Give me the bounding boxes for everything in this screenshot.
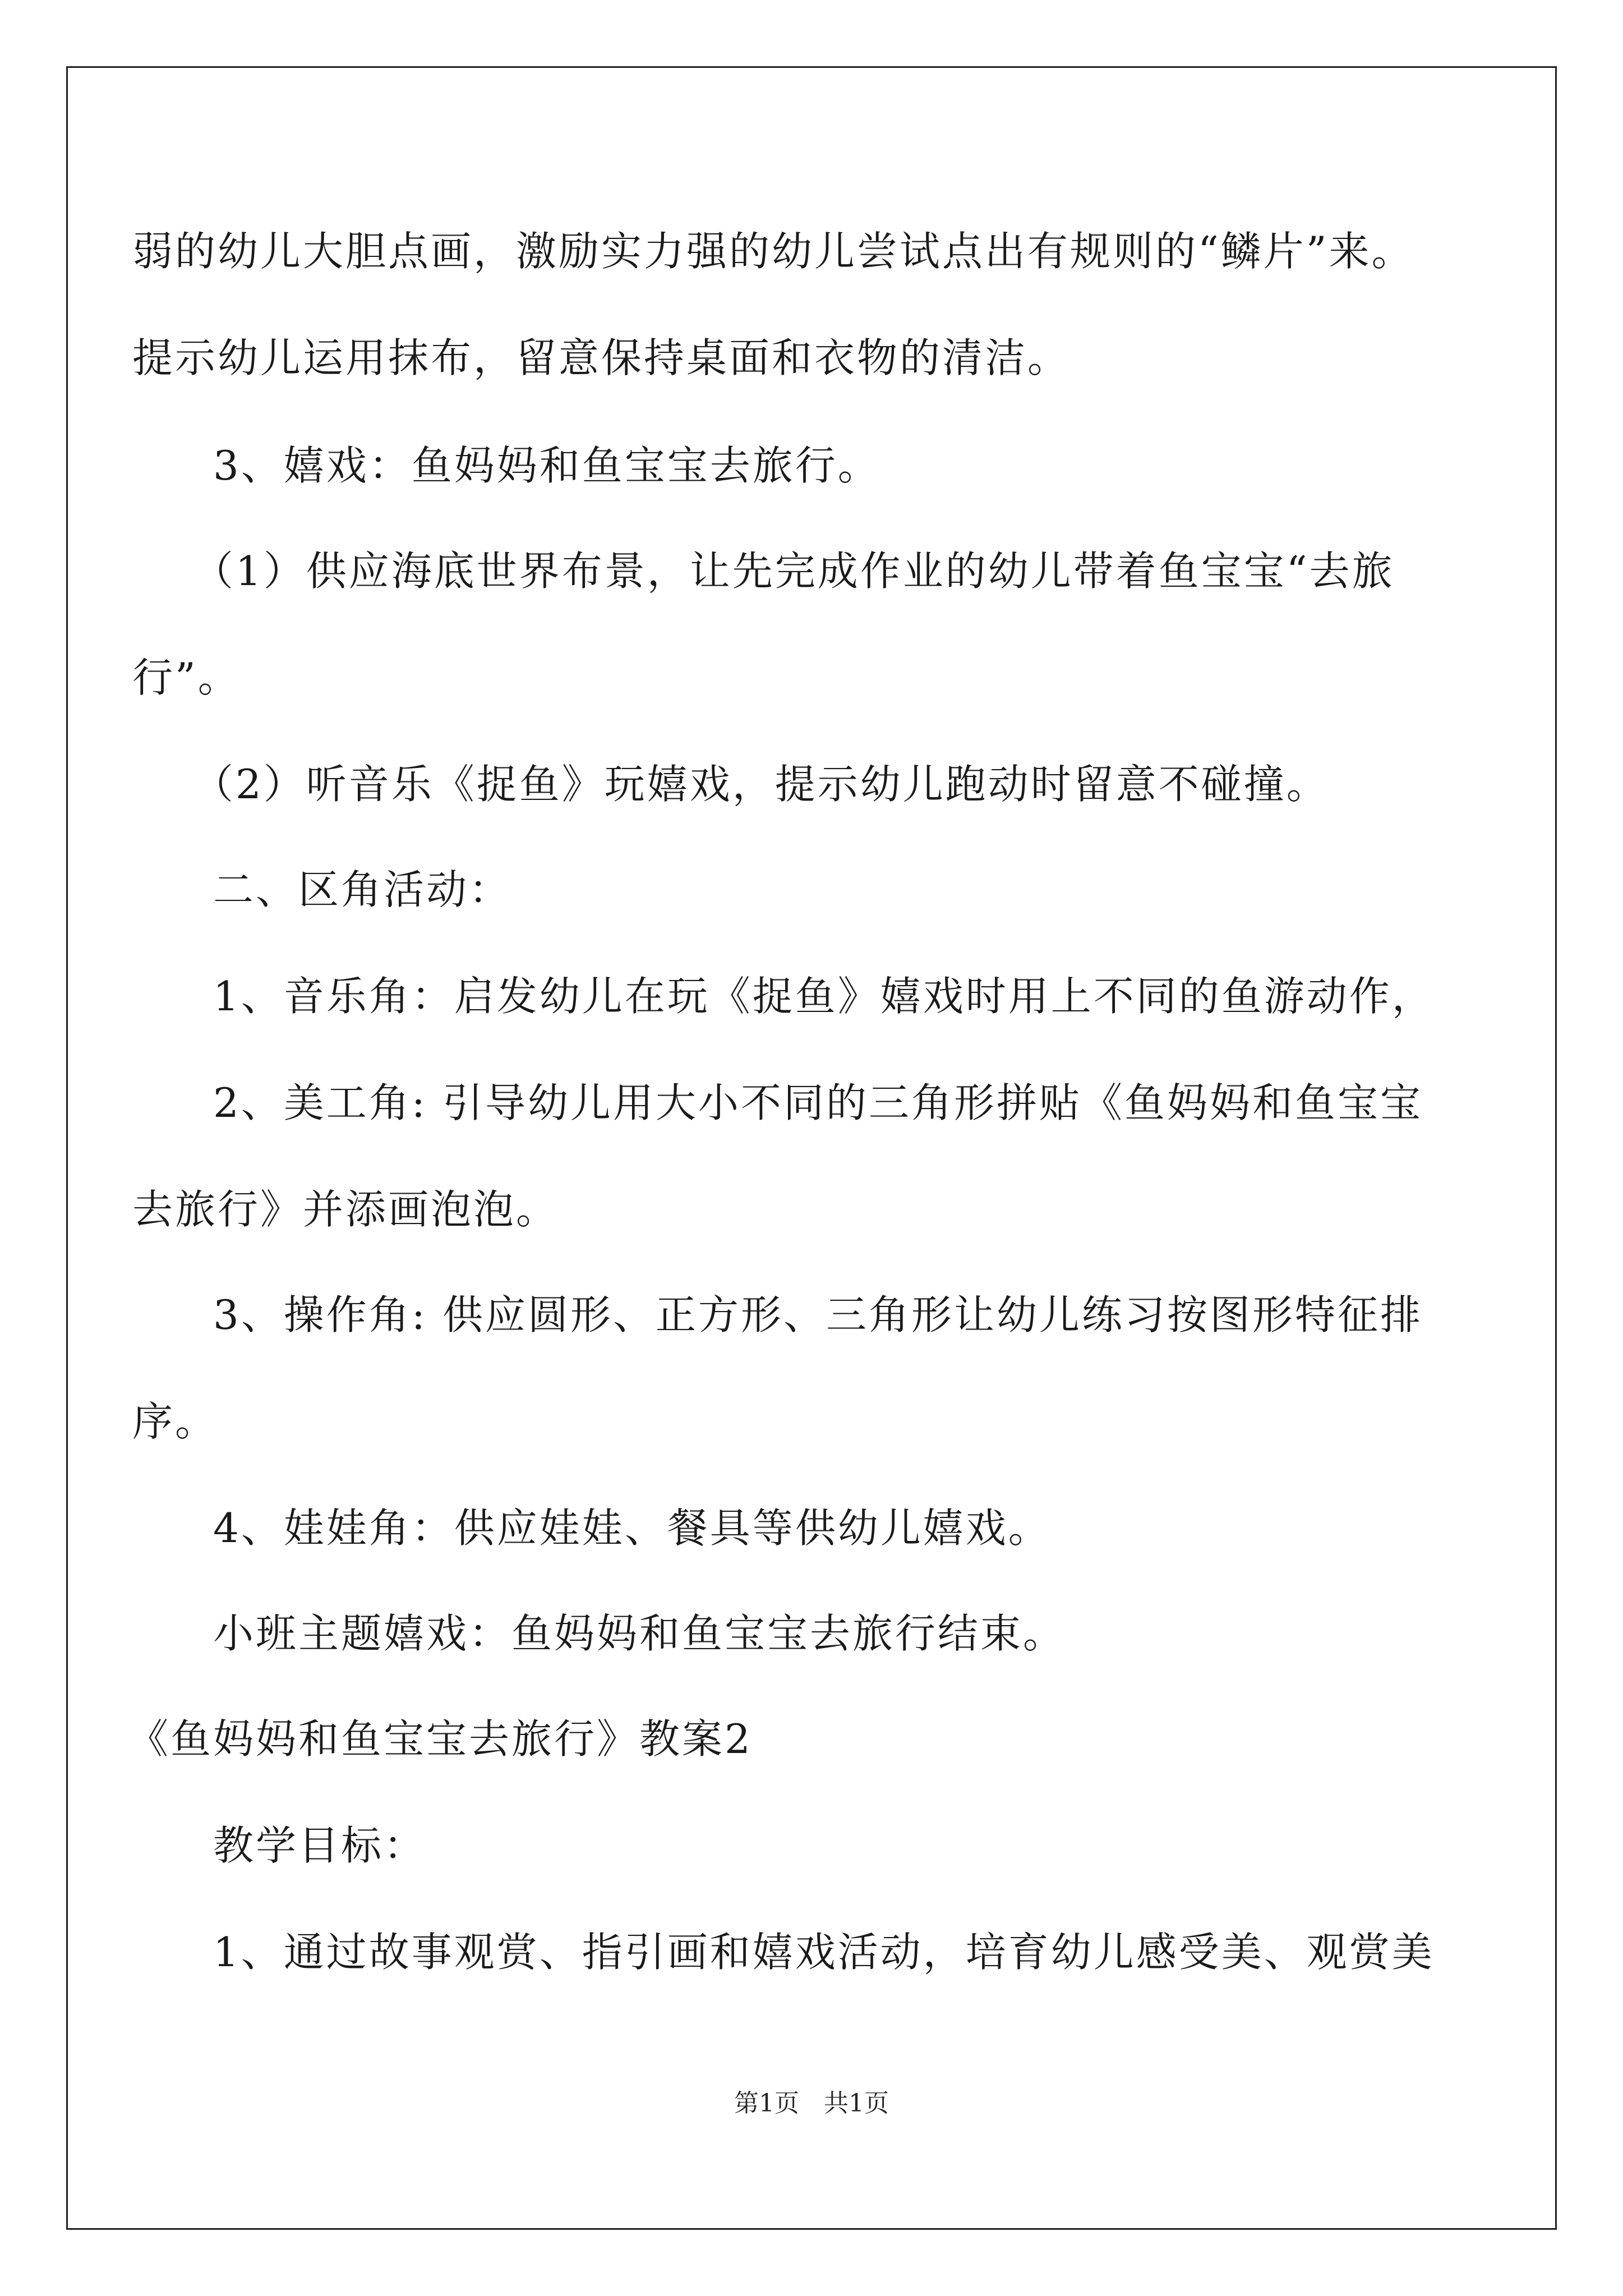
- page-border: [66, 66, 1557, 2230]
- text-line: 行”。: [132, 654, 241, 701]
- text-line: 序。: [132, 1398, 218, 1445]
- section-heading: 教学目标：: [213, 1822, 427, 1869]
- text-line: 4、娃娃角：供应娃娃、餐具等供幼儿嬉戏。: [213, 1504, 1051, 1552]
- text-line: 3、嬉戏：鱼妈妈和鱼宝宝去旅行。: [213, 442, 880, 489]
- text-line: 去旅行》并添画泡泡。: [132, 1186, 559, 1233]
- text-line: （1）供应海底世界布景，让先完成作业的幼儿带着鱼宝宝“去旅: [193, 547, 1395, 595]
- text-line: 1、通过故事观赏、指引画和嬉戏活动，培育幼儿感受美、观赏美: [213, 1929, 1435, 1976]
- text-line: 3、操作角: 供应圆形、正方形、三角形让幼儿练习按图形特征排: [213, 1291, 1423, 1338]
- text-line: 1、音乐角：启发幼儿在玩《捉鱼》嬉戏时用上不同的鱼游动作，: [213, 973, 1435, 1020]
- text-line: （2）听音乐《捉鱼》玩嬉戏，提示幼儿跑动时留意不碰撞。: [193, 761, 1329, 808]
- text-line: 提示幼儿运用抹布，留意保持桌面和衣物的清洁。: [132, 334, 1071, 381]
- text-line: 2、美工角: 引导幼儿用大小不同的三角形拼贴《鱼妈妈和鱼宝宝: [213, 1079, 1423, 1126]
- text-line: 小班主题嬉戏：鱼妈妈和鱼宝宝去旅行结束。: [213, 1610, 1066, 1657]
- section-heading: 二、区角活动：: [213, 866, 512, 913]
- document-title: 《鱼妈妈和鱼宝宝去旅行》教案2: [128, 1715, 753, 1763]
- page-number-footer: 第1页 共1页: [734, 2089, 889, 2118]
- text-line: 弱的幼儿大胆点画，激励实力强的幼儿尝试点出有规则的“鳞片”来。: [132, 228, 1414, 275]
